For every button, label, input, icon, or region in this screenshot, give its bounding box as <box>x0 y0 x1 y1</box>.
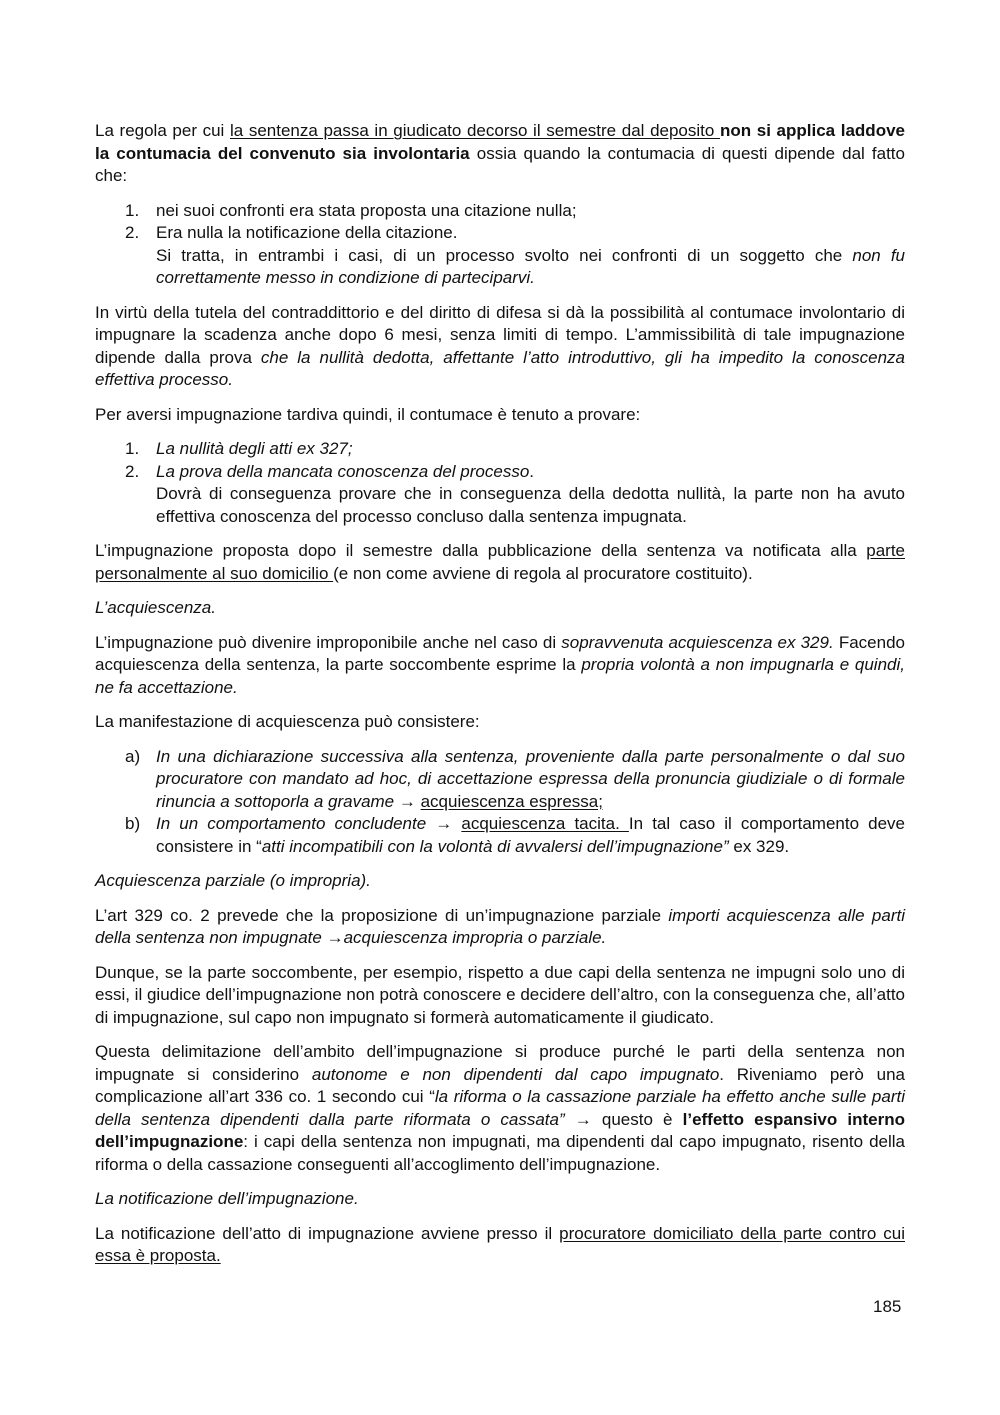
italic-text: autonome e non dipendenti dal capo impugnato <box>311 1064 720 1084</box>
paragraph-contumacia-rule <box>95 120 905 188</box>
underlined-text: acquiescenza tacita. <box>461 814 629 833</box>
list-item <box>95 200 905 223</box>
text-run: . Riveniamo però una complicazione all’art 336 co. 1 secondo cui “ <box>95 1064 906 1106</box>
text-run: La notificazione dell’atto di impugnazione avviene presso il <box>95 1223 560 1243</box>
text-run: questo è <box>601 1109 683 1129</box>
underlined-text: acquiescenza espressa; <box>420 791 603 811</box>
list-item <box>95 813 905 858</box>
italic-text: non fu correttamente messo in condizione di parteciparvi. <box>156 245 905 287</box>
numbered-list-proofs <box>95 438 905 528</box>
list-item-text: nei suoi confronti era stata proposta una citazione nulla; <box>156 200 577 220</box>
list-marker: 1. <box>125 200 140 220</box>
text-run: (e non come avviene di regola al procuratore costituito). <box>333 563 753 583</box>
italic-text: La prova della mancata conoscenza del processo <box>156 461 530 481</box>
italic-text: che la nullità dedotta, affettante l’atto introduttivo, gli ha impedito la conoscenza effettiva processo. <box>95 347 905 389</box>
list-item-text: Era nulla la notificazione della citazione. <box>156 223 458 242</box>
list-item <box>95 222 905 290</box>
italic-text: sopravvenuta acquiescenza ex 329. <box>561 632 834 652</box>
text-run: La regola per cui <box>95 121 230 140</box>
heading-text: La notificazione dell’impugnazione. <box>95 1189 359 1208</box>
lettered-list-acquiescenza-types <box>95 746 905 859</box>
bold-text: non si applica laddove la contumacia del convenuto sia involontaria <box>95 121 905 163</box>
paragraph-impugnazione-tardiva: Per aversi impugnazione tardiva quindi, il contumace è tenuto a provare: <box>95 404 641 424</box>
paragraph-acquiescenza <box>95 632 905 700</box>
arrow-icon: → <box>564 1109 602 1129</box>
italic-text: La nullità degli atti ex 327; <box>156 439 353 458</box>
italic-text: importi acquiescenza alle parti della sentenza non impugnate <box>95 905 905 947</box>
paragraph-esempio-capi: Dunque, se la parte soccombente, per esempio, rispetto a due capi della sentenza ne impugni solo uno di essi, il giudice dell’impugnazione non potrà conoscere e decidere dell’altro, con la conseguenza che, all’atto di impugnazione, sul capo non impugnato si formerà automaticamente il giudicato. <box>95 962 905 1027</box>
paragraph-tutela-contraddittorio <box>95 302 905 392</box>
text-run: Facendo acquiescenza della sentenza, la parte soccombente esprime la <box>95 632 905 674</box>
heading-text: Acquiescenza parziale (o impropria). <box>95 871 371 890</box>
text-run: : i capi della sentenza non impugnati, ma dipendenti dal capo impugnato, risento della riforma o della cassazione conseguenti all’accoglimento dell’impugnazione. <box>95 1132 905 1174</box>
italic-text: In un comportamento concludente <box>156 814 427 833</box>
arrow-icon: → <box>321 928 344 947</box>
list-item <box>95 461 905 529</box>
italic-text: acquiescenza impropria o parziale. <box>343 928 607 947</box>
text-run: In virtù della tutela del contraddittorio e del diritto di difesa si dà la possibilità al contumace involontario di impugnare la scadenza anche dopo 6 mesi, senza limiti di tempo. L’ammissibilità di tale impugnazione dipende dalla prova <box>95 302 905 367</box>
list-item-continuation: Si tratta, in entrambi i casi, di un processo svolto nei confronti di un soggetto che <box>156 245 853 265</box>
list-item-continuation: Dovrà di conseguenza provare che in conseguenza della dedotta nullità, la parte non ha avuto effettiva conoscenza del processo concluso dalla sentenza impugnata. <box>156 484 905 526</box>
page-number: 185 <box>873 1297 902 1316</box>
text-run: ex 329. <box>728 836 790 856</box>
list-item <box>95 746 905 814</box>
section-heading-notificazione <box>95 1188 905 1211</box>
section-heading-acquiescenza-parziale <box>95 870 905 893</box>
text-run: L’impugnazione può divenire improponibile anche nel caso di <box>95 632 562 652</box>
italic-text: la riforma o la cassazione parziale ha effetto anche sulle parti della sentenza dipendenti dalla parte riformata o cassata” <box>95 1087 905 1129</box>
heading-text: L’acquiescenza. <box>95 598 216 617</box>
underlined-text: procuratore domiciliato della parte contro cui essa è proposta. <box>95 1223 905 1265</box>
italic-text: atti incompatibili con la volontà di avvalersi dell’impugnazione” <box>261 836 729 856</box>
bold-text: l’effetto espansivo interno dell’impugnazione <box>95 1109 906 1151</box>
text-run: L’art 329 co. 2 prevede che la proposizione di un’impugnazione parziale <box>95 905 669 925</box>
list-marker: a) <box>125 746 141 766</box>
paragraph-notificazione <box>95 1223 905 1268</box>
arrow-icon: → <box>394 791 421 811</box>
underlined-text: la sentenza passa in giudicato decorso il semestre dal deposito <box>229 121 720 140</box>
paragraph-notifica-personale <box>95 540 905 585</box>
paragraph-manifestazione: La manifestazione di acquiescenza può consistere: <box>95 712 480 731</box>
paragraph-art-329 <box>95 905 905 950</box>
arrow-icon: → <box>426 814 462 833</box>
italic-text: In una dichiarazione successiva alla sentenza, proveniente dalla parte personalmente o dal suo procuratore con mandato ad hoc, di accettazione espressa della pronuncia giudiziale o di formale rinuncia a sottoporla a gravame <box>156 746 905 811</box>
text-run: L’impugnazione proposta dopo il semestre dalla pubblicazione della sentenza va notificata alla <box>95 541 867 560</box>
list-marker: b) <box>125 814 141 833</box>
text-run: ossia quando la contumacia di questi dipende dal fatto che: <box>95 143 905 185</box>
list-marker: 1. <box>125 439 140 458</box>
underlined-text: parte personalmente al suo domicilio <box>95 541 905 583</box>
paragraph-effetto-espansivo <box>95 1041 905 1176</box>
text-run: In tal caso il comportamento deve consistere in “ <box>156 814 905 856</box>
italic-text: propria volontà a non impugnarla e quindi, ne fa accettazione. <box>95 655 905 697</box>
numbered-list-nullity-cases <box>95 200 905 290</box>
text-run: Questa delimitazione dell’ambito dell’impugnazione si produce purché le parti della sentenza non impugnate si considerino <box>95 1042 905 1084</box>
text-run: . <box>529 461 535 481</box>
list-marker: 2. <box>125 461 140 481</box>
list-item <box>95 438 905 461</box>
list-marker: 2. <box>125 223 140 242</box>
section-heading-acquiescenza <box>95 597 905 620</box>
